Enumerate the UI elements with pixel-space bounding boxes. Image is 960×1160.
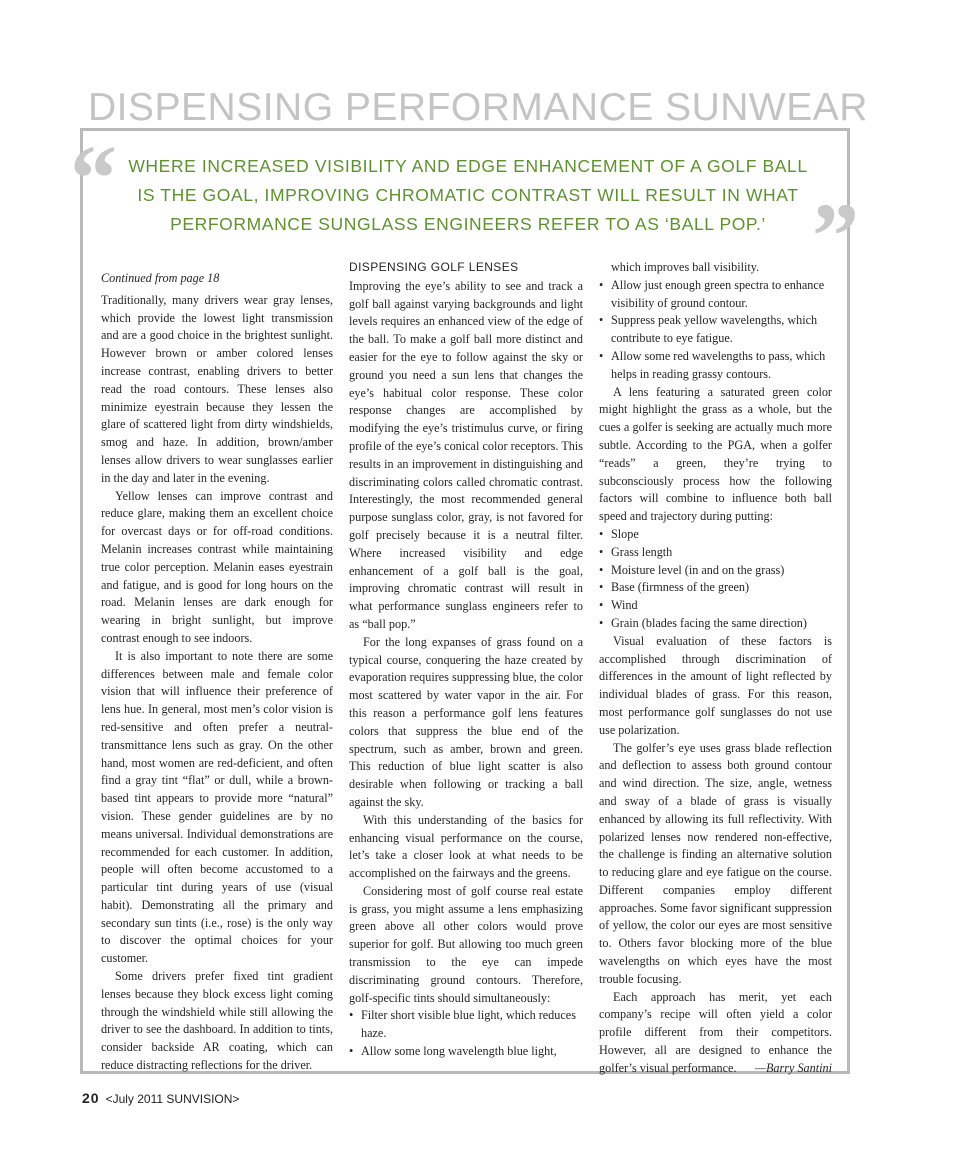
list-item: • Allow some red wavelengths to pass, which helps in reading grassy contours.	[599, 348, 832, 384]
column-1	[101, 270, 333, 1075]
list-item: • Base (firmness of the green)	[599, 579, 832, 597]
page-number: 20	[82, 1090, 100, 1106]
paragraph: Visual evaluation of these factors is accomplished through discrimination of differences in the amount of light reflected by individual blades of grass. For this reason, most performance golf sunglasses do not use use polarization.	[599, 633, 832, 737]
list-item: • Suppress peak yellow wavelengths, which contribute to eye fatigue.	[599, 312, 832, 348]
bullet-list	[599, 277, 832, 384]
list-item: • Slope	[599, 526, 832, 544]
list-item: • Allow just enough green spectra to enhance visibility of ground contour.	[599, 277, 832, 313]
paragraph: Some drivers prefer fixed tint gradient lenses because they block excess light coming through the windshield while still allowing the driver to see the dashboard. In addition to tints, consider backside AR coating, which can reduce distracting reflections for the driver.	[101, 969, 333, 1073]
close-quote-icon: ”	[812, 185, 859, 289]
author-signature: —Barry Santini	[755, 1060, 832, 1075]
list-item: • Grain (blades facing the same direction)	[599, 615, 832, 633]
list-item: • Filter short visible blue light, which reduces haze.	[349, 1007, 583, 1043]
list-item: • Grass length	[599, 544, 832, 562]
paragraph: A lens featuring a saturated green color might highlight the grass as a whole, but the cues a golfer is seeking are actually much more subtle. According to the PGA, when a golfer “reads” a green, they’re trying to subconsciously process how the following factors will combine to influence both ball speed and trajectory during putting:	[599, 384, 832, 524]
paragraph: For the long expanses of grass found on a typical course, conquering the haze created by evaporation requires suppressing blue, the color most scattered by water vapor in the air. For this reason a performance golf lens features colors that suppress the blue end of the spectrum, such as amber, brown and green. This reduction of blue light scatter is also desirable when following or tracking a ball against the sky.	[349, 634, 583, 809]
continued-note: Continued from page 18	[101, 271, 220, 285]
paragraph: It is also important to note there are some differences between male and female color vision that will influence their preference of lens hue. In general, most men’s color vision is red-sensitive and often prefer a neutral-transmittance lens such as gray. On the other hand, most women are red-deficient, and often find a gray tint “flat” or dull, while a brown-based tint appears to provide more “natural” vision. These gender guidelines are by no means universal. Individual demonstrations are recommended for each customer. In addition, people will often become accustomed to a particular tint during years of use (visual habit). Demonstrating all the primary and secondary sun tints (i.e., rose) is the only way to discover the optimal choices for your customer.	[101, 648, 333, 966]
paragraph: Considering most of golf course real estate is grass, you might assume a lens emphasizing green above all other colors would prove superior for golf. But allowing too much green transmission to the eye can impede discriminating ground contours. Therefore, golf-specific tints should simultaneously:	[349, 883, 583, 1005]
open-quote-icon: “	[70, 127, 117, 231]
paragraph: Improving the eye’s ability to see and track a golf ball against varying backgrounds and light levels requires an enhanced view of the edge of the ball. To make a golf ball more distinct and easier for the eye to follow against the sky or ground you need a sun lens that changes the eye’s habitual color response. These color response changes are accomplished by modifying the eye’s tristimulus curve, or firing profile of the eye’s conical color receptors. This results in an improvement in distinguishing and discriminating colors called chromatic contrast. Interestingly, the most recommended general purpose sunglass color, gray, is not favored for golf precisely because it is a neutral filter. Where increased visibility and edge enhancement of a golf ball is the goal, improving chromatic contrast will result in what performance sunglass engineers refer to as “ball pop.”	[349, 278, 583, 631]
list-item: • Wind	[599, 597, 832, 615]
column-2	[349, 259, 583, 1061]
bullet-list	[599, 526, 832, 633]
section-heading: DISPENSING GOLF LENSES	[349, 260, 519, 274]
bullet-list	[349, 1007, 583, 1060]
paragraph: Yellow lenses can improve contrast and reduce glare, making them an excellent choice for overcast days or for off-road conditions. Melanin increases contrast while maintaining true color perception. Melanin eases eyestrain and fatigue, and is good for long hours on the road. Melanin lenses are dark enough for wearing in bright sunlight, but improve contrast enough to see indoors.	[101, 488, 333, 645]
column-3	[599, 259, 832, 1078]
page-footer	[82, 1090, 239, 1106]
list-item: • Allow some long wavelength blue light,	[349, 1043, 583, 1061]
paragraph: which improves ball visibility.	[611, 260, 760, 274]
article-title: DISPENSING PERFORMANCE SUNWEAR	[88, 86, 868, 129]
paragraph	[599, 989, 832, 1078]
paragraph: The golfer’s eye uses grass blade reflection and deflection to assess both ground contour and wind direction. The size, angle, wetness and sway of a blade of grass is visually enhanced by allowing its full reflectivity. With polarized lenses now rendered non-effective, the challenge is finding an alternative solution to reducing glare and eye fatigue on the course. Different companies employ different approaches. Some favor significant suppression of yellow, the color our eyes are most sensitive to. Others favor blocking more of the blue wavelengths on which eyes have the most trouble focusing.	[599, 740, 832, 986]
pull-quote: WHERE INCREASED VISIBILITY AND EDGE ENHANCEMENT OF A GOLF BALL IS THE GOAL, IMPROVING CHROMATIC CONTRAST WILL RESULT IN WHAT PERFORMANCE SUNGLASS ENGINEERS REFER TO AS ‘BALL POP.’	[128, 156, 808, 234]
paragraph-text: Each approach has merit, yet each company’s recipe will often yield a color profile different from their competitors. However, all are designed to enhance the golfer’s visual performance.	[599, 989, 832, 1075]
paragraph: Traditionally, many drivers wear gray lenses, which provide the lowest light transmission and are a good choice in the brightest sunlight. However brown or amber colored lenses increase contrast, enabling drivers to better read the road contours. These lenses also minimize eyestrain because they lessen the glare of scattered light from dirty windshields, smog and haze. In addition, brown/amber lenses allow drivers to wear sunglasses earlier in the day and later in the evening.	[101, 292, 333, 485]
list-item: • Moisture level (in and on the grass)	[599, 562, 832, 580]
paragraph: With this understanding of the basics for enhancing visual performance on the course, let’s take a closer look at what needs to be accomplished on the fairways and the greens.	[349, 812, 583, 881]
issue-label: <July 2011 SUNVISION>	[105, 1092, 240, 1106]
